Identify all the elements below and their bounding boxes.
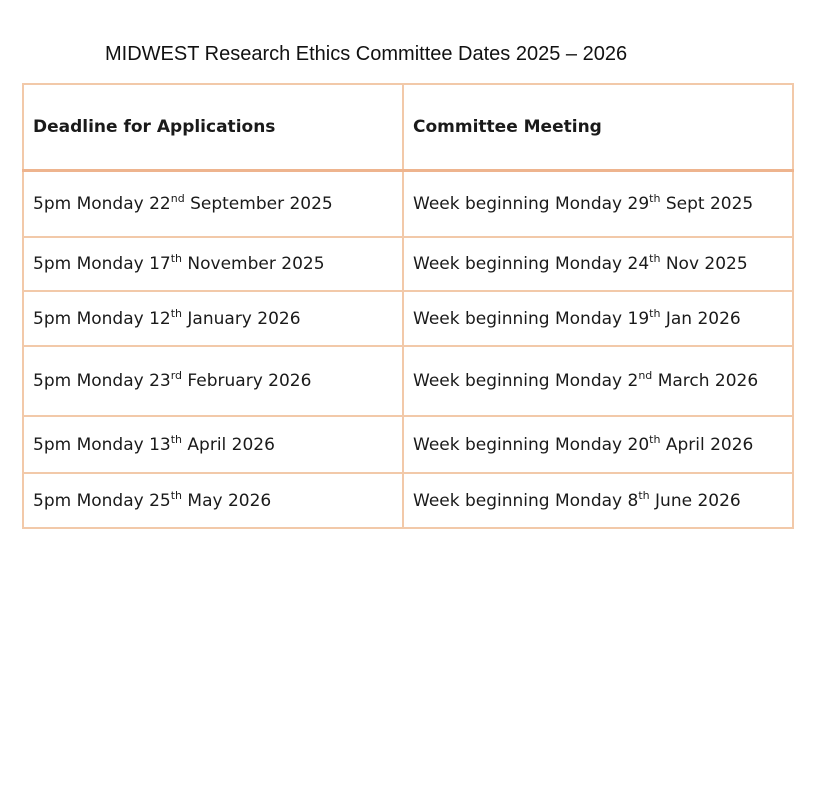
- table-row: [23, 170, 793, 237]
- date-text: January 2026: [182, 308, 301, 329]
- date-text: June 2026: [649, 490, 741, 511]
- ordinal-suffix: th: [638, 488, 650, 502]
- column-header-deadline: Deadline for Applications: [23, 84, 403, 170]
- table-header-row: [23, 84, 793, 170]
- date-text: Week beginning Monday 29: [413, 193, 650, 214]
- date-text: Nov 2025: [660, 254, 748, 274]
- date-text: May 2026: [182, 490, 272, 511]
- date-text: Week beginning Monday 24: [413, 254, 650, 274]
- meeting-cell: [403, 346, 793, 416]
- meeting-cell: [403, 416, 793, 473]
- date-text: 5pm Monday 25: [33, 490, 171, 511]
- date-text: March 2026: [652, 371, 759, 391]
- date-text: Week beginning Monday 8: [413, 490, 639, 511]
- date-text: Jan 2026: [660, 308, 741, 329]
- date-text: Sept 2025: [660, 193, 754, 214]
- date-text: Week beginning Monday 20: [413, 434, 650, 455]
- deadline-cell: [23, 237, 403, 291]
- ordinal-suffix: th: [170, 432, 183, 446]
- date-text: 5pm Monday 13: [33, 434, 171, 455]
- committee-dates-table: [22, 83, 794, 529]
- ordinal-suffix: th: [649, 432, 661, 446]
- ordinal-suffix: th: [170, 488, 183, 502]
- meeting-cell: [403, 473, 793, 528]
- date-text: Week beginning Monday 19: [413, 308, 650, 329]
- ordinal-suffix: th: [649, 306, 661, 320]
- date-text: 5pm Monday 12: [33, 308, 171, 329]
- table-row: [23, 291, 793, 346]
- date-text: 5pm Monday 17: [33, 254, 171, 274]
- ordinal-suffix: th: [170, 252, 183, 265]
- deadline-cell: [23, 291, 403, 346]
- ordinal-suffix: rd: [170, 369, 183, 382]
- ordinal-suffix: th: [649, 191, 661, 205]
- date-text: February 2026: [182, 371, 312, 391]
- ordinal-suffix: th: [649, 252, 661, 265]
- date-text: April 2026: [660, 434, 754, 455]
- date-text: September 2025: [184, 193, 333, 214]
- table-row: [23, 473, 793, 528]
- deadline-cell: [23, 416, 403, 473]
- ordinal-suffix: nd: [170, 191, 185, 205]
- date-text: April 2026: [182, 434, 275, 455]
- meeting-cell: [403, 291, 793, 346]
- date-text: Week beginning Monday 2: [413, 371, 639, 391]
- table-row: [23, 346, 793, 416]
- date-text: 5pm Monday 23: [33, 371, 171, 391]
- ordinal-suffix: th: [170, 306, 183, 320]
- ordinal-suffix: nd: [638, 369, 653, 382]
- date-text: 5pm Monday 22: [33, 193, 171, 214]
- deadline-cell: [23, 170, 403, 237]
- deadline-cell: [23, 346, 403, 416]
- column-header-meeting: Committee Meeting: [403, 84, 793, 170]
- table-row: [23, 237, 793, 291]
- page-title: MIDWEST Research Ethics Committee Dates 2025 – 2026: [105, 43, 628, 65]
- meeting-cell: [403, 170, 793, 237]
- deadline-cell: [23, 473, 403, 528]
- meeting-cell: [403, 237, 793, 291]
- table-row: [23, 416, 793, 473]
- date-text: November 2025: [182, 254, 325, 274]
